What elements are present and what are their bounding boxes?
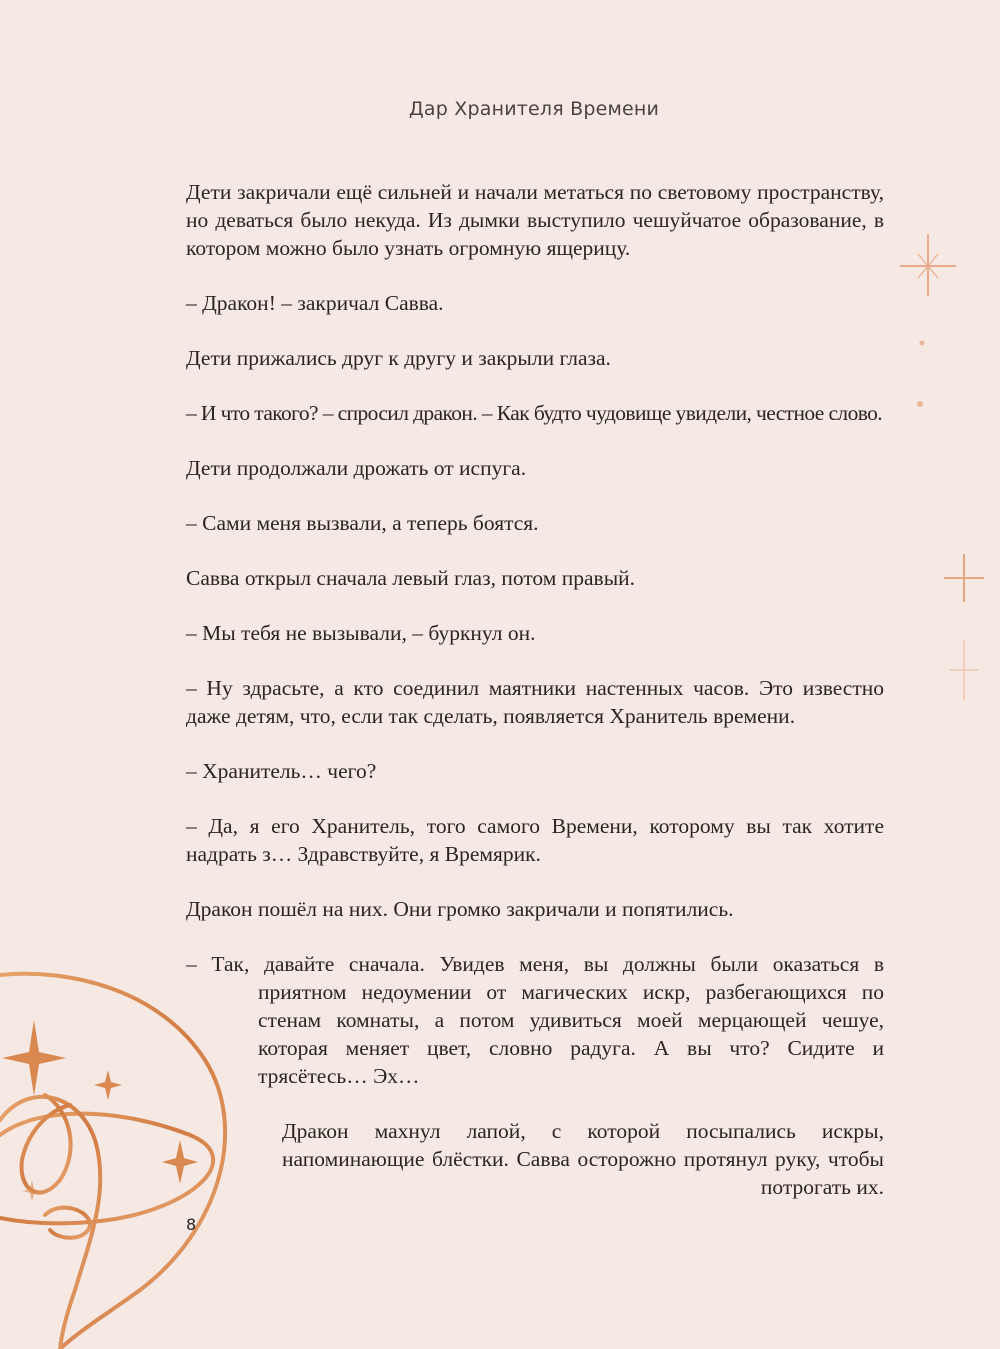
paragraph: – И что такого? – спросил дракон. – Как будто чудовище увидели, честное слово. [186, 401, 883, 425]
paragraph: Дети продолжали дрожать от испуга. [186, 456, 527, 480]
paragraph: Дракон пошёл на них. Они громко закричали и попятились. [186, 897, 734, 921]
paragraph: – Мы тебя не вызывали, – буркнул он. [186, 621, 536, 645]
paragraph: – Хранитель… чего? [186, 759, 377, 783]
paragraph: Дети прижались друг к другу и закрыли глаза. [186, 346, 611, 370]
sparkle-icon [917, 401, 923, 407]
paragraph: – Сами меня вызвали, а теперь боятся. [186, 511, 539, 535]
paragraph: – Дракон! – закричал Савва. [186, 291, 444, 315]
running-title: Дар Хранителя Времени [408, 98, 660, 120]
paragraph: – Так, давайте сначала. Увидев меня, вы должны были оказаться в приятном недоумении от магических искр, разбегающихся по стенам комнаты, а потом удивиться моей мерцающей чешуе, которая меняет цвет, словно радуга. А вы что? Сидите и трясётесь… Эх… [186, 952, 884, 1088]
sparkle-icon [900, 234, 956, 296]
sparkle-icon [950, 640, 978, 700]
chapter-text [186, 178, 884, 1228]
paragraph: Дракон махнул лапой, с которой посыпались искры, напоминающие блёстки. Савва осторожно протянул руку, чтобы потрогать их. [282, 1119, 884, 1199]
paragraph: Дети закричали ещё сильней и начали метаться по световому пространству, но деваться было некуда. Из дымки выступило чешуйчатое образование, в котором можно было узнать огромную ящерицу. [186, 180, 884, 260]
paragraph: Савва открыл сначала левый глаз, потом правый. [186, 566, 636, 590]
sparkle-icon [2, 1020, 198, 1202]
page-number: 8 [186, 1215, 197, 1234]
paragraph: – Ну здрасьте, а кто соединил маятники настенных часов. Это известно даже детям, что, если так сделать, появляется Хранитель времени. [186, 676, 884, 728]
sparkle-icon [920, 341, 925, 346]
sparkle-icon [944, 554, 984, 602]
paragraph: – Да, я его Хранитель, того самого Времени, которому вы так хотите надрать з… Здравствуйте, я Времярик. [186, 814, 884, 866]
